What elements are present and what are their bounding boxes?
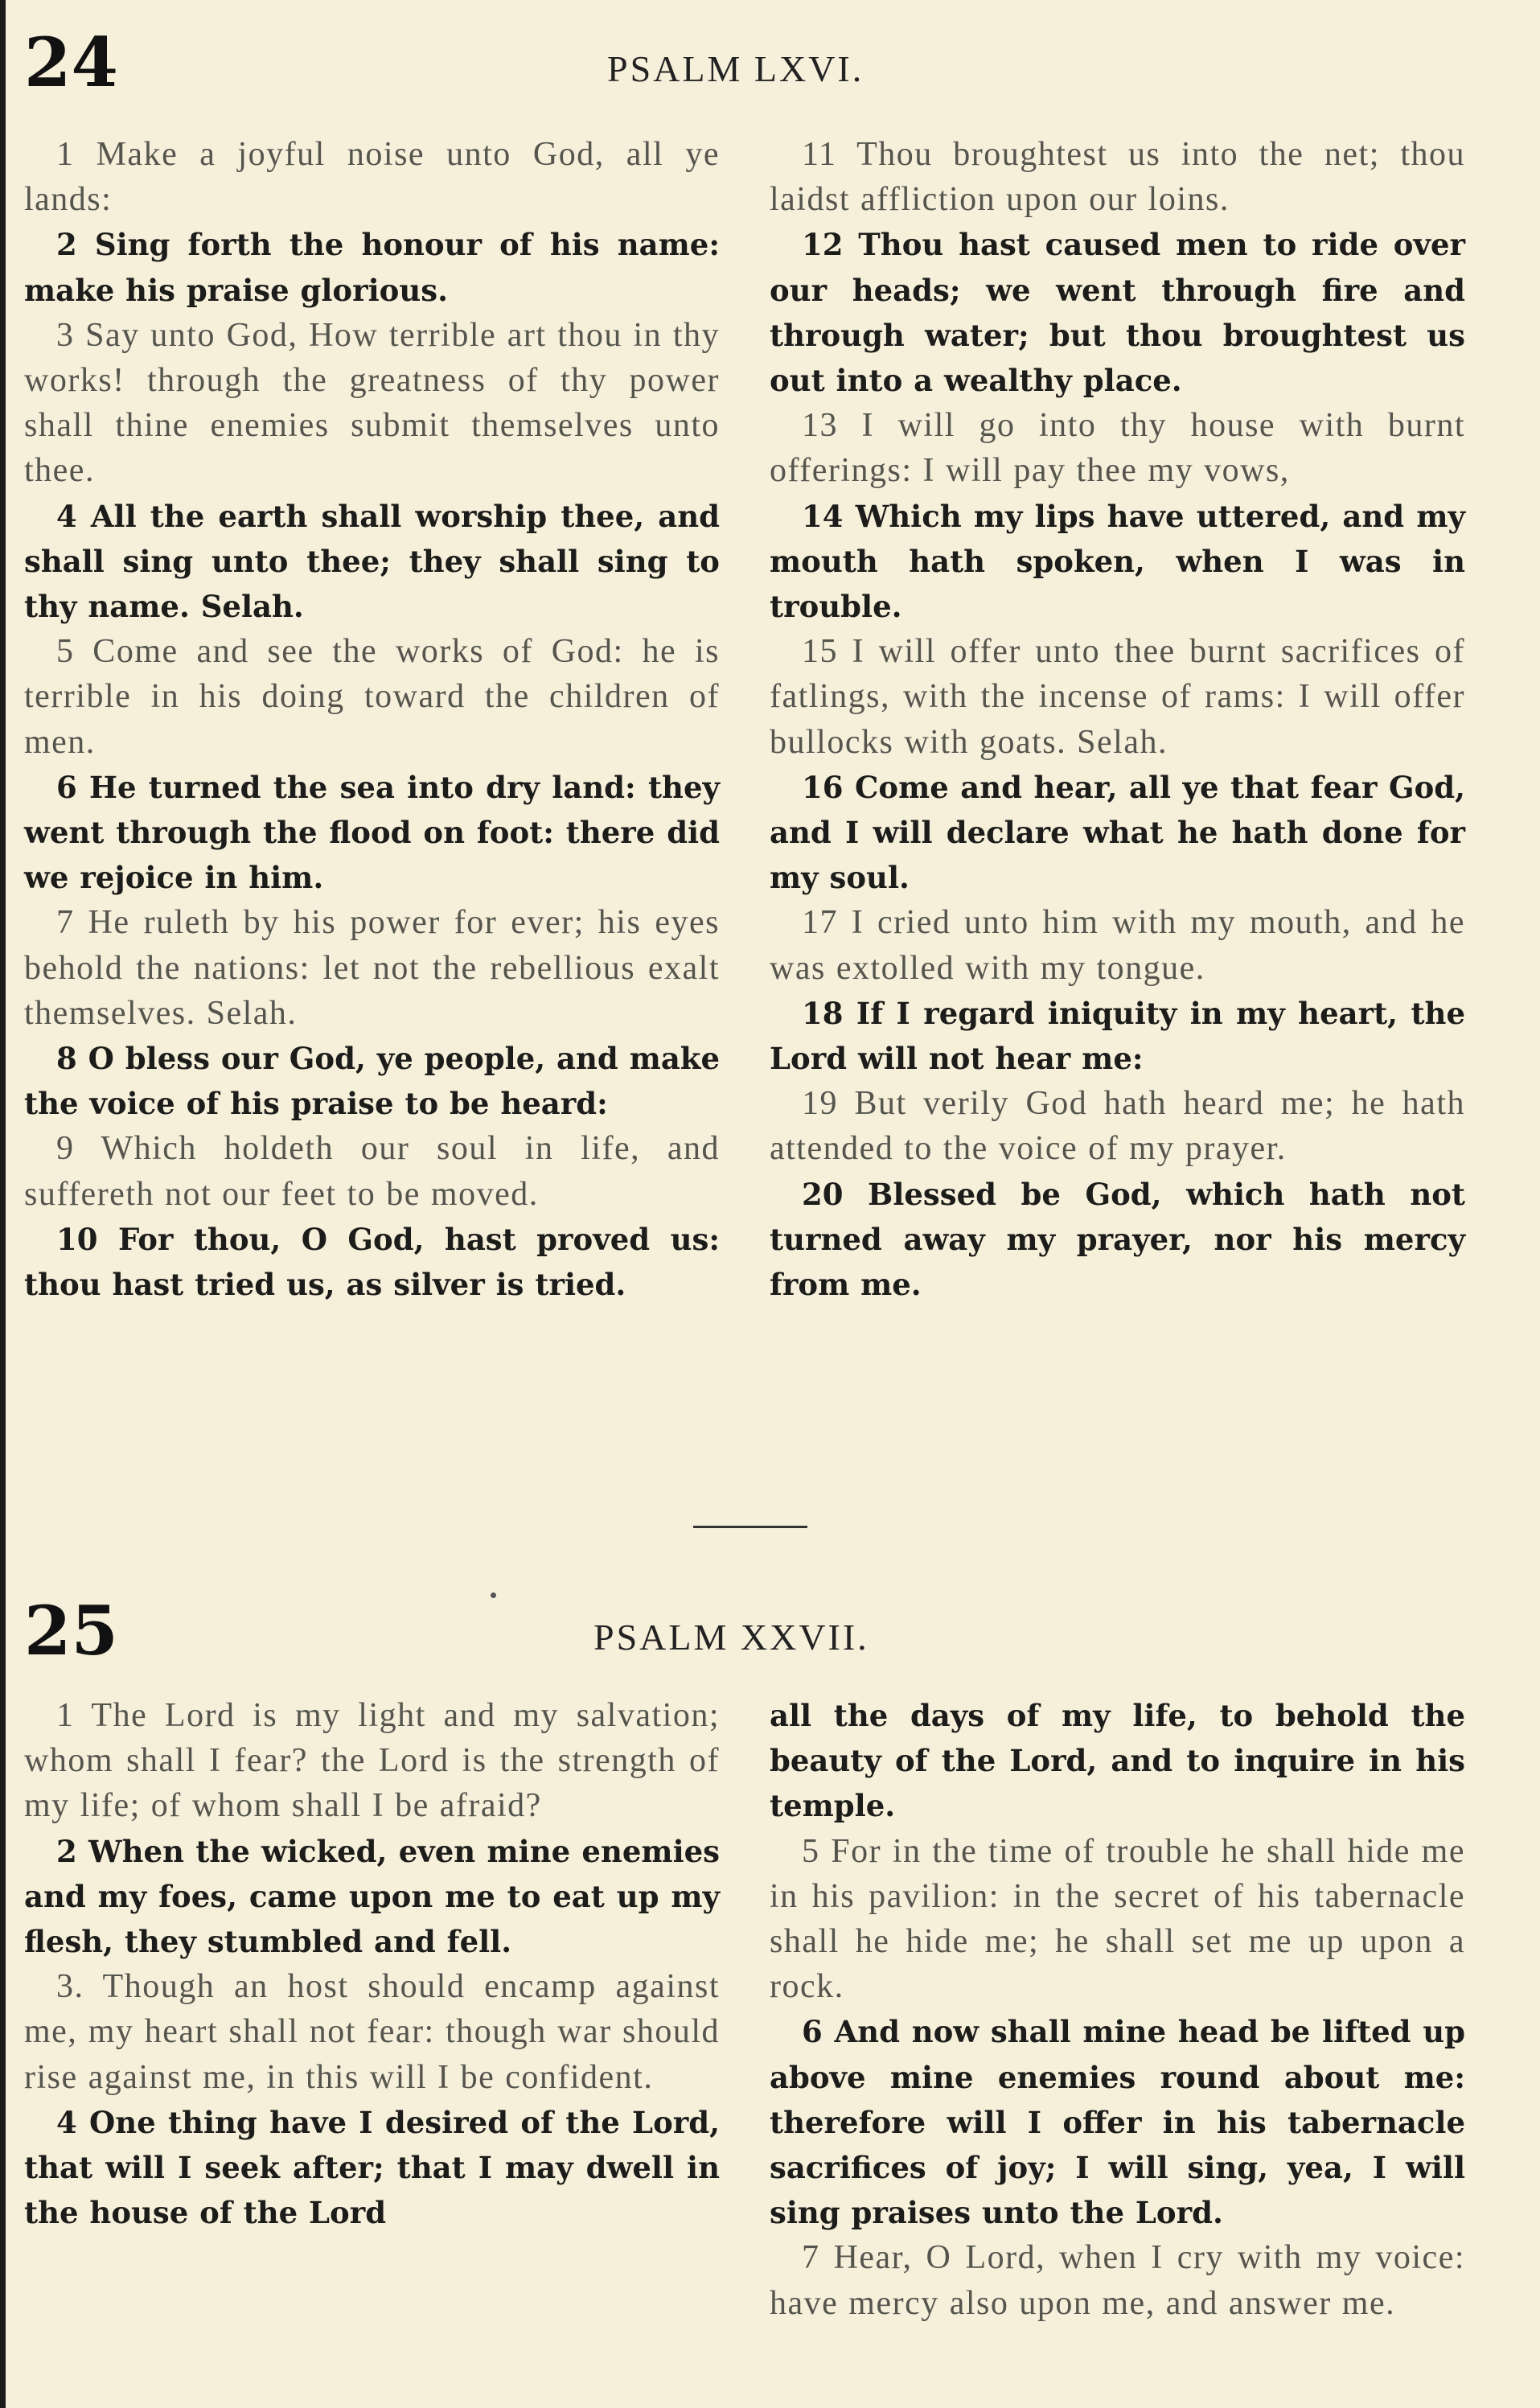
- verse: 2 When the wicked, even mine enemies and my foes, came upon me to eat up my flesh, they stumbled and fell.: [24, 1833, 720, 1960]
- verse: 13 I will go into thy house with burnt offerings: I will pay thee my vows,: [770, 407, 1465, 490]
- verse: 14 Which my lips have uttered, and my mouth hath spoken, when I was in trouble.: [770, 498, 1465, 625]
- psalm-title: PSALM XXVII.: [593, 1617, 869, 1658]
- verse: 17 I cried unto him with my mouth, and he was extolled with my tongue.: [770, 904, 1465, 987]
- verse: 12 Thou hast caused men to ride over our heads; we went through fire and through water; but thou broughtest us out into a wealthy place.: [770, 227, 1465, 399]
- psalm-24-right-column: [770, 132, 1465, 1307]
- psalm-25-left-column: [24, 1693, 720, 2235]
- reading-number: 24: [24, 23, 118, 102]
- verse: 3. Though an host should encamp against me, my heart shall not fear: though war should rise against me, in this will I be confident.: [24, 1968, 720, 2096]
- verse: 8 O bless our God, ye people, and make the voice of his praise to be heard:: [24, 1041, 720, 1122]
- psalm-25-header: [24, 1576, 1472, 1670]
- psalm-24-left-column: [24, 132, 720, 1307]
- verse: 16 Come and hear, all ye that fear God, and I will declare what he hath done for my soul.: [770, 769, 1465, 896]
- verse: 4 One thing have I desired of the Lord, that will I seek after; that I may dwell in the house of the Lord: [24, 2104, 720, 2231]
- psalm-title: PSALM LXVI.: [607, 48, 864, 89]
- verse: 5 For in the time of trouble he shall hide me in his pavilion: in the secret of his tabernacle shall he hide me; he shall set me up upon a rock.: [770, 1832, 1465, 2006]
- verse: 7 He ruleth by his power for ever; his eyes behold the nations: let not the rebellious exalt themselves. Selah.: [24, 904, 720, 1032]
- psalm-25-right-column: [770, 1693, 1465, 2326]
- verse: 9 Which holdeth our soul in life, and suffereth not our feet to be moved.: [24, 1130, 720, 1213]
- verse: 7 Hear, O Lord, when I cry with my voice: have mercy also upon me, and answer me.: [770, 2239, 1465, 2322]
- verse: 20 Blessed be God, which hath not turned away my prayer, nor his mercy from me.: [770, 1176, 1465, 1303]
- verse: 6 He turned the sea into dry land: they went through the flood on foot: there did we rejoice in him.: [24, 769, 720, 896]
- verse: 15 I will offer unto thee burnt sacrifices of fatlings, with the incense of rams: I will offer bullocks with goats. Selah.: [770, 633, 1465, 761]
- verse: 1 Make a joyful noise unto God, all ye lands:: [24, 136, 720, 219]
- section-divider: [693, 1526, 807, 1528]
- verse: 10 For thou, O God, hast proved us: thou hast tried us, as silver is tried.: [24, 1221, 720, 1303]
- verse: 18 If I regard iniquity in my heart, the Lord will not hear me:: [770, 995, 1465, 1077]
- verse: 11 Thou broughtest us into the net; thou laidst affliction upon our loins.: [770, 136, 1465, 219]
- reading-number: 25: [24, 1591, 118, 1670]
- verse: 3 Say unto God, How terrible art thou in thy works! through the greatness of thy power shall thine enemies submit themselves unto thee.: [24, 316, 720, 490]
- verse: 4 All the earth shall worship thee, and shall sing unto thee; they shall sing to thy name. Selah.: [24, 498, 720, 625]
- verse: 5 Come and see the works of God: he is terrible in his doing toward the children of men.: [24, 633, 720, 761]
- verse-continuation: all the days of my life, to behold the beauty of the Lord, and to inquire in his temple.: [770, 1698, 1465, 1824]
- verse: 6 And now shall mine head be lifted up above mine enemies round about me: therefore will I offer in his tabernacle sacrifices of joy; I will sing, yea, I will sing praises unto the Lord.: [770, 2014, 1465, 2231]
- verse: 19 But verily God hath heard me; he hath attended to the voice of my prayer.: [770, 1085, 1465, 1168]
- verse: 2 Sing forth the honour of his name: make his praise glorious.: [24, 227, 720, 308]
- psalm-24-header: [24, 8, 1472, 102]
- verse: 1 The Lord is my light and my salvation; whom shall I fear? the Lord is the strength of my life; of whom shall I be afraid?: [24, 1697, 720, 1825]
